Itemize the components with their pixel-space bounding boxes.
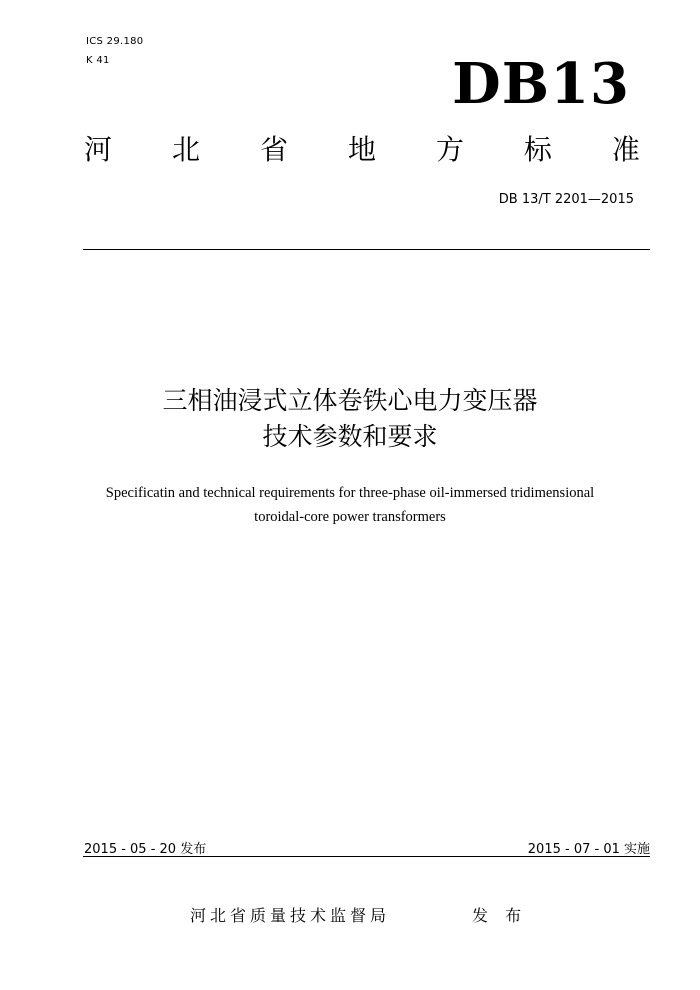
chinese-title bbox=[0, 383, 700, 455]
standard-type-char: 准 bbox=[611, 133, 640, 166]
standard-type-char: 方 bbox=[435, 133, 464, 166]
standard-type-char: 北 bbox=[171, 133, 200, 166]
chinese-title-line: 技术参数和要求 bbox=[262, 422, 438, 451]
issue-date: 2015 - 05 - 20 发布 bbox=[84, 842, 207, 857]
standard-type-char: 标 bbox=[523, 133, 552, 166]
implementation-date: 2015 - 07 - 01 实施 bbox=[527, 842, 650, 857]
header-divider bbox=[83, 249, 650, 250]
english-title-line: Specificatin and technical requirements for three-phase oil-immersed tridimensional bbox=[105, 485, 595, 501]
ics-code: ICS 29.180 bbox=[86, 36, 144, 47]
standard-number: DB 13/T 2201—2015 bbox=[498, 192, 634, 207]
english-title-line: toroidal-core power transformers bbox=[254, 509, 446, 525]
footer-divider bbox=[83, 856, 650, 857]
standard-type-char: 地 bbox=[347, 133, 376, 166]
standard-mark: DB13 bbox=[452, 51, 630, 117]
ccs-code: K 41 bbox=[86, 55, 110, 66]
standard-type-char: 河 bbox=[84, 133, 113, 166]
english-title bbox=[0, 481, 700, 529]
standard-type bbox=[84, 133, 640, 166]
standard-type-char: 省 bbox=[259, 133, 288, 166]
publisher-name: 河北省质量技术监督局 bbox=[190, 906, 391, 925]
chinese-title-line: 三相油浸式立体卷铁心电力变压器 bbox=[162, 386, 538, 415]
publish-label: 发 布 bbox=[472, 906, 528, 925]
